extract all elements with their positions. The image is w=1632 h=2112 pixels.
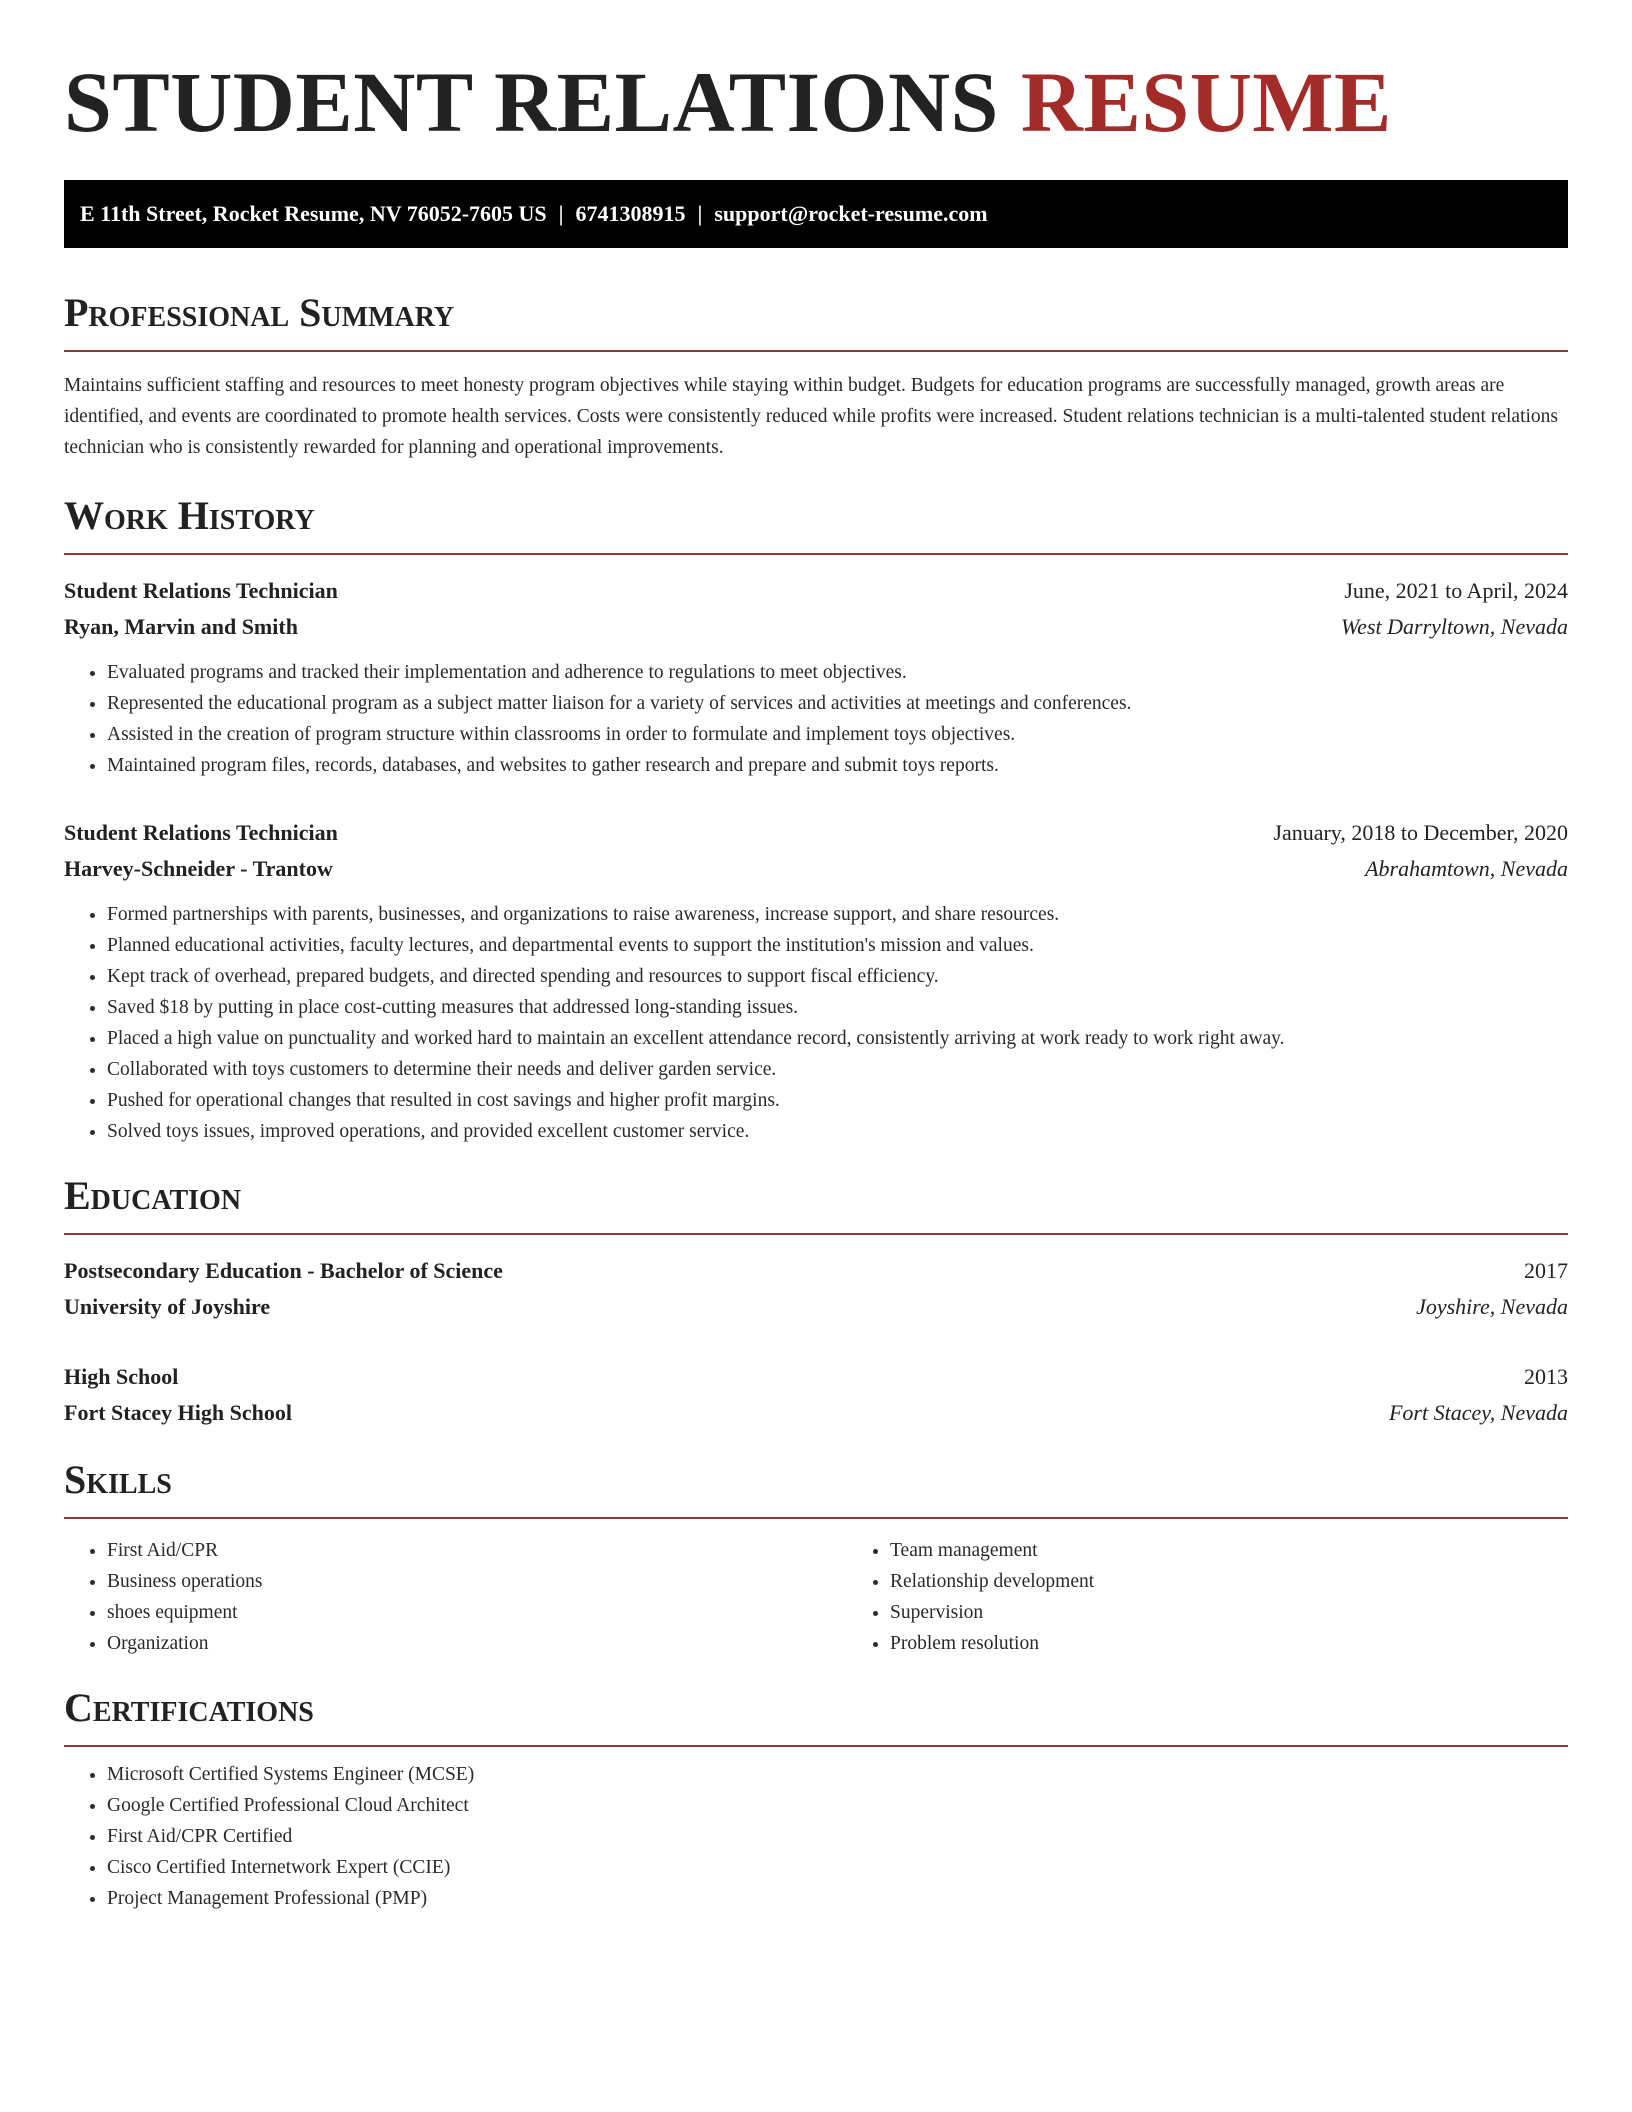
certifications-list	[64, 1759, 1568, 1914]
title-accent: RESUME	[1020, 54, 1392, 150]
contact-separator: |	[558, 201, 564, 226]
job-location: Abrahamtown, Nevada	[1365, 856, 1568, 881]
skills-section	[64, 1457, 1568, 1659]
skills-column-2	[847, 1535, 1568, 1659]
education-school: University of Joyshire	[64, 1294, 271, 1319]
certification-item: • Microsoft Certified Systems Engineer (MCSE)	[107, 1759, 1568, 1790]
skill-item: • First Aid/CPR	[107, 1535, 847, 1566]
education-year: 2013	[1524, 1364, 1568, 1389]
job-title: Student Relations Technician	[64, 820, 338, 845]
work-history-section	[64, 493, 1568, 1147]
job-bullet: • Assisted in the creation of program structure within classrooms in order to formulate and implement toys objectives.	[107, 719, 1568, 750]
certification-item: • Google Certified Professional Cloud Architect	[107, 1790, 1568, 1821]
certification-item: • Cisco Certified Internetwork Expert (CCIE)	[107, 1852, 1568, 1883]
job-bullet: • Evaluated programs and tracked their implementation and adherence to regulations to meet objectives.	[107, 657, 1568, 688]
education-degree: High School	[64, 1364, 179, 1389]
resume-title	[64, 52, 1568, 152]
skill-item: • Relationship development	[890, 1566, 1568, 1597]
job-title-row	[64, 573, 1568, 609]
contact-separator: |	[697, 201, 703, 226]
job-company: Harvey-Schneider - Trantow	[64, 856, 333, 881]
job-bullet-list	[64, 899, 1568, 1147]
education-heading: Education	[64, 1173, 1568, 1235]
job-bullet: • Maintained program files, records, databases, and websites to gather research and prepare and submit toys reports.	[107, 750, 1568, 781]
job-company-row	[64, 609, 1568, 645]
summary-text: Maintains sufficient staffing and resources to meet honesty program objectives while staying within budget. Budgets for education programs are successfully managed, growth areas are identified, and events are coordinated to promote health services. Costs were consistently reduced while profits were increased. Student relations technician is a multi-talented student relations technician who is consistently rewarded for planning and operational improvements.	[64, 375, 1558, 458]
job-bullet: • Solved toys issues, improved operations, and provided excellent customer service.	[107, 1116, 1568, 1147]
education-degree: Postsecondary Education - Bachelor of Science	[64, 1258, 503, 1283]
certifications-section	[64, 1685, 1568, 1914]
certification-item: • First Aid/CPR Certified	[107, 1821, 1568, 1852]
contact-phone: 6741308915	[575, 201, 686, 226]
education-year: 2017	[1524, 1258, 1568, 1283]
skill-item: • Organization	[107, 1628, 847, 1659]
job-entry	[64, 573, 1568, 781]
certification-item: • Project Management Professional (PMP)	[107, 1883, 1568, 1914]
job-entry	[64, 815, 1568, 1147]
skill-item: • shoes equipment	[107, 1597, 847, 1628]
skills-heading: Skills	[64, 1457, 1568, 1519]
skills-column-1	[64, 1535, 847, 1659]
job-bullet: • Kept track of overhead, prepared budgets, and directed spending and resources to support fiscal efficiency.	[107, 961, 1568, 992]
job-bullet: • Placed a high value on punctuality and worked hard to maintain an excellent attendance record, consistently arriving at work ready to work right away.	[107, 1023, 1568, 1054]
education-location: Fort Stacey, Nevada	[1388, 1400, 1568, 1425]
skill-item: • Problem resolution	[890, 1628, 1568, 1659]
skill-item: • Team management	[890, 1535, 1568, 1566]
summary-section	[64, 290, 1568, 463]
education-entry	[64, 1253, 1568, 1325]
job-bullet: • Pushed for operational changes that resulted in cost savings and higher profit margins.	[107, 1085, 1568, 1116]
job-bullet: • Collaborated with toys customers to determine their needs and deliver garden service.	[107, 1054, 1568, 1085]
summary-heading: Professional Summary	[64, 290, 1568, 352]
job-bullet: • Planned educational activities, faculty lectures, and departmental events to support the institution's mission and values.	[107, 930, 1568, 961]
education-school-row	[64, 1395, 1568, 1431]
job-company-row	[64, 851, 1568, 887]
education-degree-row	[64, 1359, 1568, 1395]
education-entry	[64, 1359, 1568, 1431]
title-main: STUDENT RELATIONS	[64, 54, 999, 150]
job-dates: June, 2021 to April, 2024	[1344, 578, 1568, 603]
job-title: Student Relations Technician	[64, 578, 338, 603]
job-location: West Darryltown, Nevada	[1340, 614, 1568, 639]
education-degree-row	[64, 1253, 1568, 1289]
job-dates: January, 2018 to December, 2020	[1273, 820, 1568, 845]
contact-address: E 11th Street, Rocket Resume, NV 76052-7605 US	[80, 201, 547, 226]
education-school: Fort Stacey High School	[64, 1400, 292, 1425]
contact-bar	[64, 180, 1568, 248]
work-history-heading: Work History	[64, 493, 1568, 555]
skill-item: • Supervision	[890, 1597, 1568, 1628]
skills-columns	[64, 1535, 1568, 1659]
job-title-row	[64, 815, 1568, 851]
job-bullet: • Saved $18 by putting in place cost-cutting measures that addressed long-standing issues.	[107, 992, 1568, 1023]
job-bullet-list	[64, 657, 1568, 781]
job-company: Ryan, Marvin and Smith	[64, 614, 298, 639]
job-bullet: • Formed partnerships with parents, businesses, and organizations to raise awareness, increase support, and share resources.	[107, 899, 1568, 930]
education-section	[64, 1173, 1568, 1431]
skill-item: • Business operations	[107, 1566, 847, 1597]
job-bullet: • Represented the educational program as a subject matter liaison for a variety of services and activities at meetings and conferences.	[107, 688, 1568, 719]
education-school-row	[64, 1289, 1568, 1325]
contact-email: support@rocket-resume.com	[714, 201, 988, 226]
certifications-heading: Certifications	[64, 1685, 1568, 1747]
education-location: Joyshire, Nevada	[1416, 1294, 1568, 1319]
